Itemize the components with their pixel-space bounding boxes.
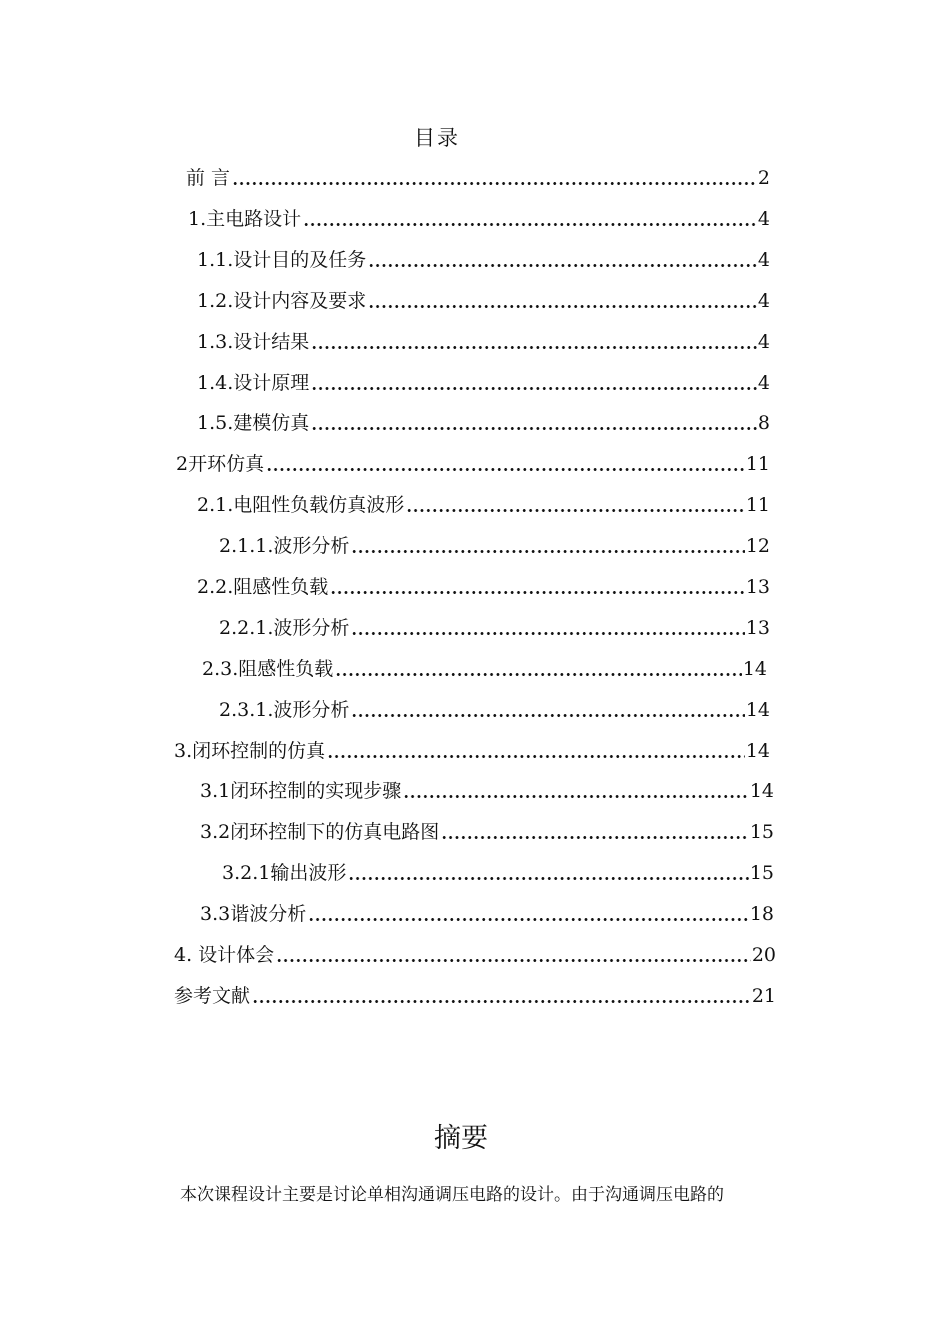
- toc-entry-page: 15: [749, 862, 774, 884]
- toc-entry-label: 2.2.阻感性负载: [197, 576, 329, 598]
- toc-entry-2-1-1[interactable]: [219, 531, 770, 561]
- abstract-title-text: 摘要: [434, 1123, 488, 1154]
- toc-entry-page: 4: [757, 372, 770, 394]
- toc-leader-dots: [311, 327, 757, 357]
- toc-leader-dots: [403, 776, 749, 806]
- toc-entry-page: 20: [751, 944, 776, 966]
- toc-entry-page: 18: [749, 903, 774, 925]
- toc-entry-3-2[interactable]: [200, 817, 774, 847]
- toc-entry-label: 1.1.设计目的及任务: [197, 249, 367, 271]
- toc-leader-dots: [232, 163, 757, 193]
- toc-entry-label: 2.2.1.波形分析: [219, 617, 350, 639]
- toc-entry-2-2[interactable]: [197, 572, 770, 602]
- toc-entry-1-2[interactable]: [197, 286, 770, 316]
- toc-entry-2-3-1[interactable]: [219, 695, 770, 725]
- toc-entry-label: 1.2.设计内容及要求: [197, 290, 367, 312]
- toc-entry-label: 2.3.1.波形分析: [219, 699, 350, 721]
- toc-leader-dots: [311, 368, 757, 398]
- toc-entry-2-3[interactable]: [202, 654, 767, 684]
- toc-entry-page: 14: [749, 780, 774, 802]
- toc-entry-2-2-1[interactable]: [219, 613, 770, 643]
- toc-entry-page: 15: [749, 821, 774, 843]
- toc-entry-label: 2开环仿真: [176, 453, 265, 475]
- toc-entry-page: 13: [745, 617, 770, 639]
- toc-entry-3[interactable]: [174, 736, 770, 766]
- toc-entry-page: 12: [745, 535, 770, 557]
- toc-entry-label: 3.2.1输出波形: [222, 862, 347, 884]
- toc-entry-3-3[interactable]: [200, 899, 774, 929]
- toc-entry-4[interactable]: [174, 940, 776, 970]
- toc-entry-label: 前 言: [186, 167, 231, 189]
- toc-entry-page: 4: [757, 208, 770, 230]
- toc-leader-dots: [406, 490, 745, 520]
- toc-entry-label: 2.1.电阻性负载仿真波形: [197, 494, 405, 516]
- toc-entry-page: 11: [745, 453, 770, 475]
- toc-title-text: 目录: [414, 126, 460, 150]
- toc-leader-dots: [368, 245, 757, 275]
- toc-entry-1-3[interactable]: [197, 327, 770, 357]
- toc-entry-label: 3.3谐波分析: [200, 903, 307, 925]
- toc-entry-1-5[interactable]: [197, 408, 770, 438]
- toc-entry-label: 1.4.设计原理: [197, 372, 310, 394]
- toc-entry-1-4[interactable]: [197, 368, 770, 398]
- toc-entry-page: 14: [745, 699, 770, 721]
- toc-entry-page: 4: [757, 249, 770, 271]
- toc-leader-dots: [330, 572, 745, 602]
- toc-leader-dots: [335, 654, 742, 684]
- toc-entry-references[interactable]: [174, 981, 776, 1011]
- toc-entry-page: 14: [745, 740, 770, 762]
- toc-entry-1-1[interactable]: [197, 245, 770, 275]
- toc-entry-2-1[interactable]: [197, 490, 770, 520]
- toc-leader-dots: [266, 449, 745, 479]
- toc-entry-1[interactable]: [188, 204, 770, 234]
- toc-entry-page: 21: [751, 985, 776, 1007]
- toc-entry-label: 1.3.设计结果: [197, 331, 310, 353]
- toc-entry-page: 11: [745, 494, 770, 516]
- toc-leader-dots: [351, 695, 744, 725]
- toc-entry-label: 2.3.阻感性负载: [202, 658, 334, 680]
- toc-entry-page: 4: [757, 331, 770, 353]
- abstract-paragraph: 本次课程设计主要是讨论单相沟通调压电路的设计。由于沟通调压电路的: [180, 1185, 724, 1205]
- toc-leader-dots: [311, 408, 757, 438]
- toc-leader-dots: [327, 736, 745, 766]
- toc-entry-3-1[interactable]: [200, 776, 774, 806]
- toc-leader-dots: [351, 613, 744, 643]
- toc-entry-page: 14: [742, 658, 767, 680]
- toc-entry-label: 1.主电路设计: [188, 208, 302, 230]
- toc-entry-2[interactable]: [176, 449, 770, 479]
- toc-entry-3-2-1[interactable]: [222, 858, 774, 888]
- toc-entry-label: 1.5.建模仿真: [197, 412, 310, 434]
- toc-entry-label: 3.2闭环控制下的仿真电路图: [200, 821, 440, 843]
- toc-leader-dots: [351, 531, 744, 561]
- toc-leader-dots: [252, 981, 751, 1011]
- toc-entry-page: 13: [745, 576, 770, 598]
- toc-leader-dots: [303, 204, 757, 234]
- toc-entry-label: 3.闭环控制的仿真: [174, 740, 326, 762]
- toc-entry-preface[interactable]: [186, 163, 770, 193]
- toc-entry-label: 4. 设计体会: [174, 944, 275, 966]
- toc-entry-page: 8: [757, 412, 770, 434]
- toc-entry-page: 4: [757, 290, 770, 312]
- toc-leader-dots: [276, 940, 751, 970]
- toc-entry-label: 2.1.1.波形分析: [219, 535, 350, 557]
- toc-leader-dots: [308, 899, 749, 929]
- toc-entry-page: 2: [757, 167, 770, 189]
- toc-leader-dots: [441, 817, 749, 847]
- abstract-title: [0, 1116, 950, 1155]
- toc-leader-dots: [348, 858, 748, 888]
- toc-entry-label: 参考文献: [174, 985, 251, 1007]
- toc-entry-label: 3.1闭环控制的实现步骤: [200, 780, 402, 802]
- toc-leader-dots: [368, 286, 757, 316]
